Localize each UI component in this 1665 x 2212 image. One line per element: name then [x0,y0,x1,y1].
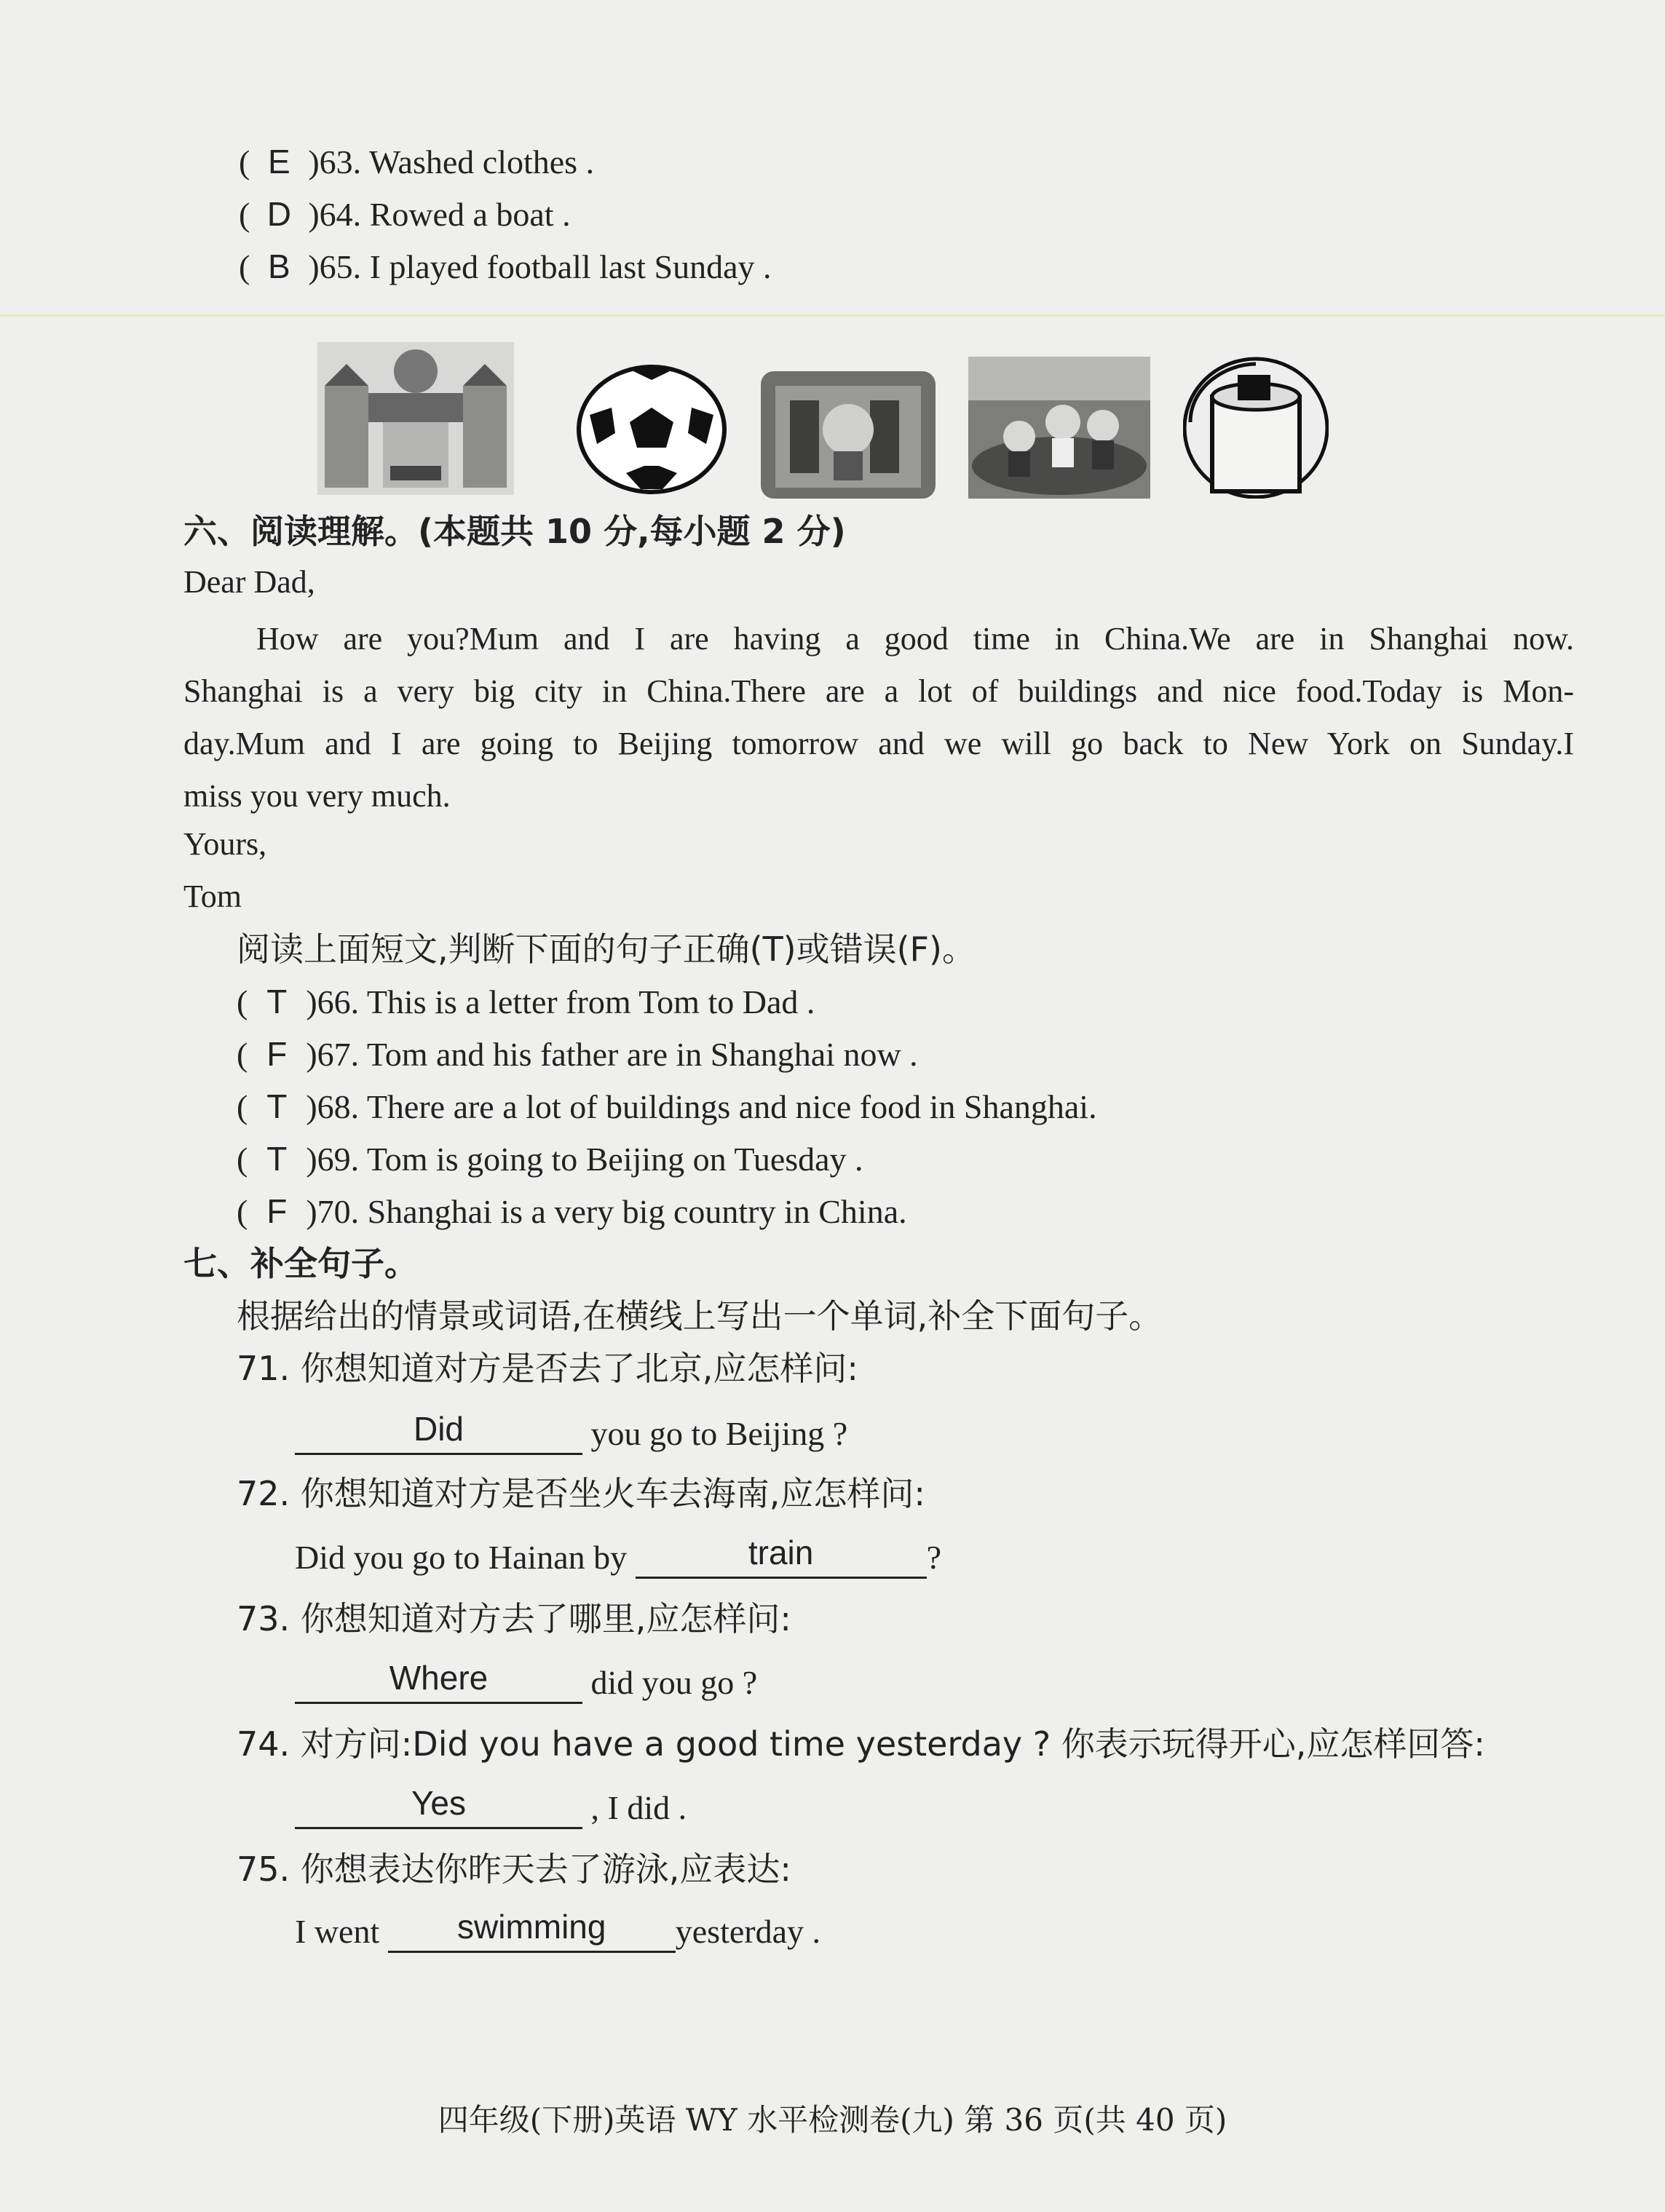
q72-blank [636,1534,927,1579]
q75-answer: swimming [457,1908,606,1946]
park-gate-icon [317,342,514,495]
section6-instruction: 阅读上面短文,判断下面的句子正确(T)或错误(F)。 [237,929,976,969]
letter-signature: Tom [183,879,242,914]
football-icon [575,364,728,495]
page-footer: 四年级(下册)英语 WY 水平检测卷(九) 第 36 页(共 40 页) [438,2102,1227,2138]
q74-blank [295,1784,582,1829]
q71-answer: Did [413,1410,464,1448]
letter-line-4: miss you very much. [183,778,451,814]
item-65-text: )65. I played football last Sunday . [308,248,772,285]
q73-prompt: 73. 你想知道对方去了哪里,应怎样问: [237,1599,791,1638]
answer-69: T [266,1140,288,1178]
q71-blank [295,1410,582,1455]
item-64-text: )64. Rowed a boat . [308,196,571,233]
q72-answer: train [748,1534,814,1571]
answer-63: E [267,143,290,181]
section6-heading: 六、阅读理解。(本题共 10 分,每小题 2 分) [183,512,846,551]
q74-prompt: 74. 对方问:Did you have a good time yesterday ? 你表示玩得开心,应怎样回答: [237,1724,1485,1764]
letter-line-2: Shanghai is a very big city in China.There are a lot of buildings and nice food.Today is Mon- [183,673,1574,709]
letter-line-1: How are you?Mum and I are having a good time in China.We are in Shanghai now. [256,621,1574,657]
q72-after: ? [926,1539,942,1576]
washing-machine-icon [1183,357,1329,499]
tf-item-70: ( F )70. Shanghai is a very big country in China. [237,1189,907,1234]
answer-65: B [267,247,290,285]
answer-68: T [266,1087,288,1125]
page-fold-line [0,314,1665,317]
q75-prompt: 75. 你想表达你昨天去了游泳,应表达: [237,1850,791,1889]
q74-after: , I did . [582,1789,687,1826]
q73-blank [295,1659,582,1704]
matching-item-63: ( E )63. Washed clothes . [239,140,594,184]
q73-answer: Where [389,1659,489,1697]
answer-70: F [266,1192,288,1230]
letter-greeting: Dear Dad, [183,564,315,600]
matching-item-65: ( B )65. I played football last Sunday . [239,245,772,289]
item-68-text: )68. There are a lot of buildings and nice food in Shanghai. [306,1088,1097,1125]
answer-64: D [266,195,291,233]
letter-line-3: day.Mum and I are going to Beijing tomorrow and we will go back to New York on Sunday.I [183,726,1574,761]
tf-item-69: ( T )69. Tom is going to Beijing on Tuesday . [237,1137,863,1181]
tf-item-67: ( F )67. Tom and his father are in Shanghai now . [237,1032,918,1077]
q75-sentence [295,1910,820,1954]
section7-instruction: 根据给出的情景或词语,在横线上写出一个单词,补全下面句子。 [237,1296,1163,1336]
item-67-text: )67. Tom and his father are in Shanghai now . [306,1036,918,1073]
answer-66: T [266,983,288,1020]
q75-after: yesterday . [675,1913,821,1950]
tf-item-66: ( T )66. This is a letter from Tom to Dad . [237,980,815,1024]
q73-sentence [295,1661,757,1705]
q72-sentence [295,1536,941,1579]
q73-after: did you go ? [582,1664,758,1701]
q75-before: I went [295,1913,388,1950]
tf-item-68: ( T )68. There are a lot of buildings and nice food in Shanghai. [237,1085,1097,1129]
section7-heading: 七、补全句子。 [183,1244,418,1283]
item-70-text: )70. Shanghai is a very big country in China. [306,1193,907,1230]
item-69-text: )69. Tom is going to Beijing on Tuesday . [306,1141,863,1178]
q71-after: you go to Beijing ? [582,1415,848,1452]
q72-prompt: 72. 你想知道对方是否坐火车去海南,应怎样问: [237,1474,925,1513]
letter-closing: Yours, [183,826,267,862]
matching-item-64: ( D )64. Rowed a boat . [239,192,571,237]
q72-before: Did you go to Hainan by [295,1539,636,1576]
item-63-text: )63. Washed clothes . [308,143,595,181]
boat-children-icon [968,357,1150,499]
answer-67: F [266,1035,288,1073]
item-66-text: )66. This is a letter from Tom to Dad . [306,983,815,1020]
q71-sentence [295,1412,847,1456]
q71-prompt: 71. 你想知道对方是否去了北京,应怎样问: [237,1349,858,1388]
q74-answer: Yes [411,1784,467,1822]
q75-blank [388,1908,676,1953]
q74-sentence [295,1786,687,1830]
zoo-icon [761,357,936,499]
